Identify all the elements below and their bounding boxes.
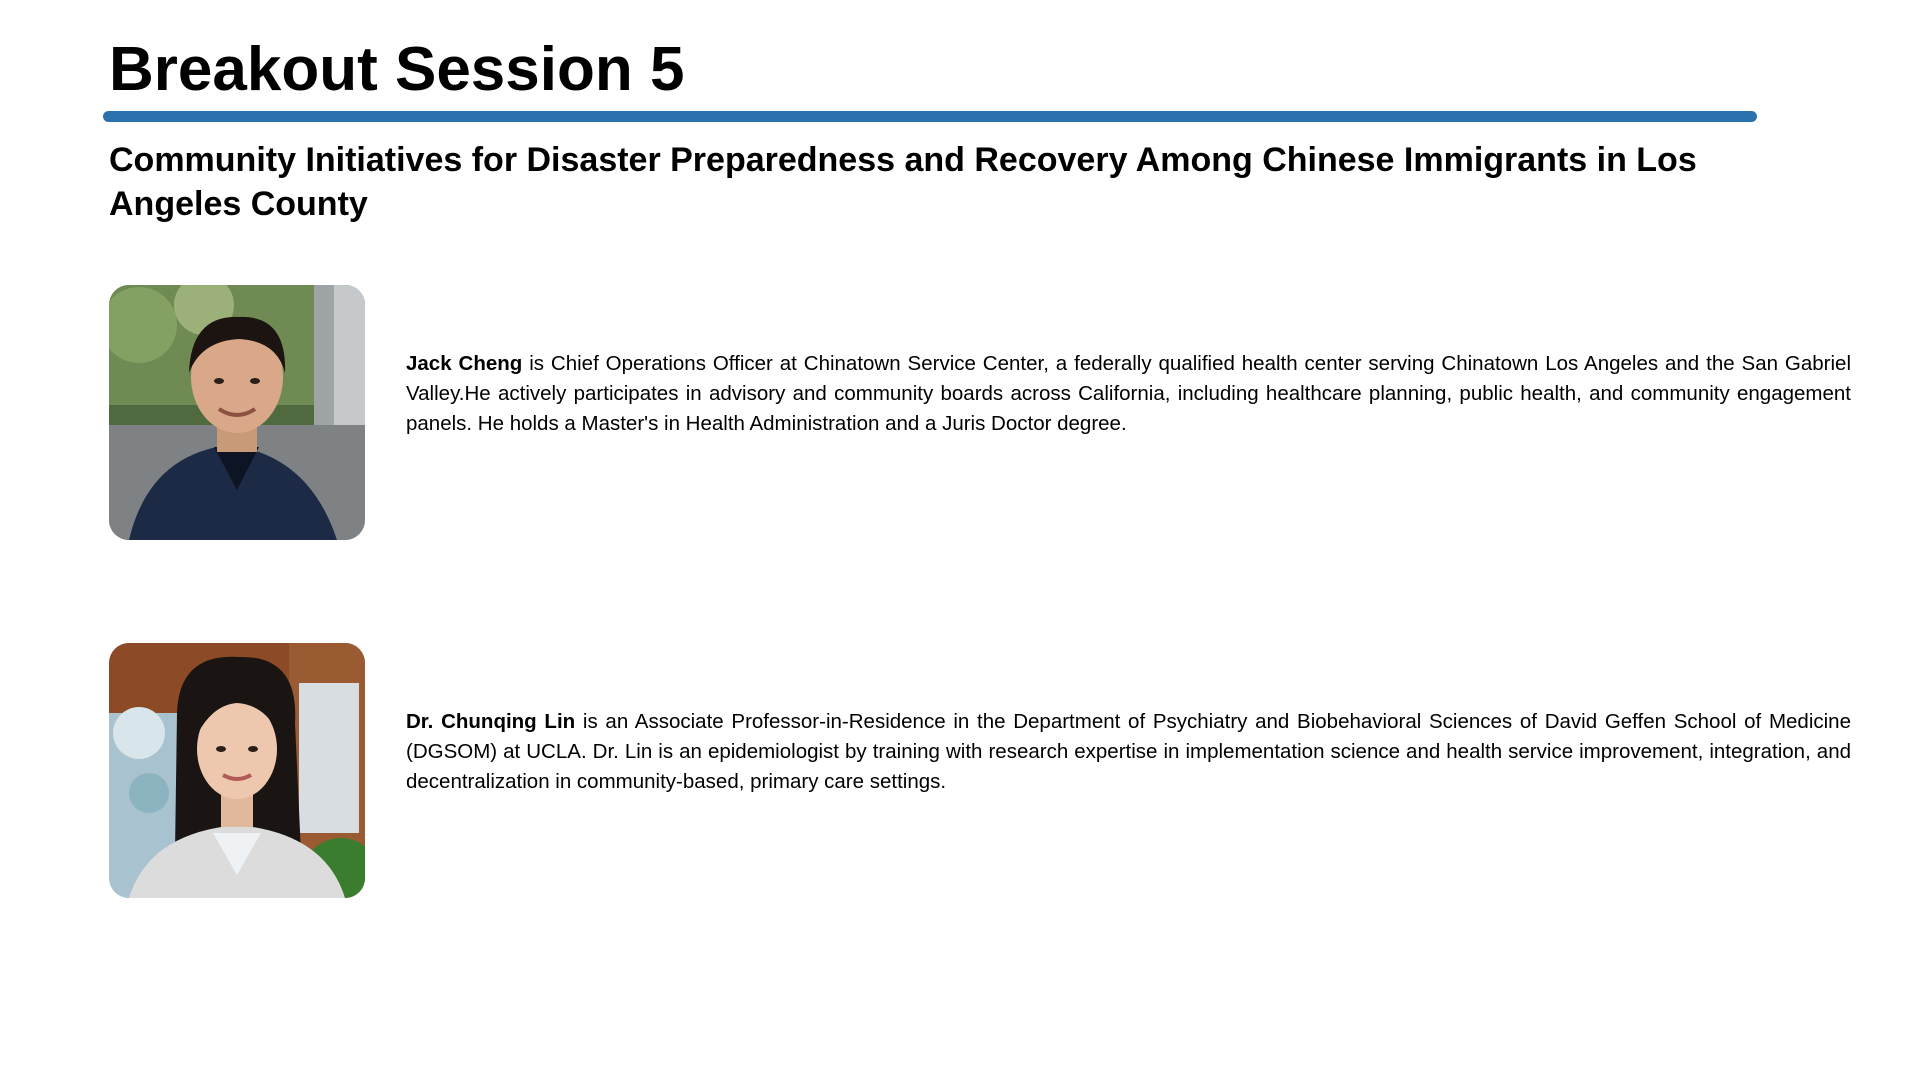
session-subtitle: Community Initiatives for Disaster Preparedness and Recovery Among Chinese Immigrants in Los Angeles County bbox=[109, 141, 1697, 223]
speaker-bio-text: is an Associate Professor-in-Residence in the Department of Psychiatry and Biobehavioral Sciences of David Geffen School of Medicine (DGSOM) at UCLA. Dr. Lin is an epidemiologist by training with research expertise in implementation science and health service improvement, integration, and decentralization in community-based, primary care settings. bbox=[406, 710, 1851, 793]
speaker-bio-text: is Chief Operations Officer at Chinatown Service Center, a federally qualified health center serving Chinatown Los Angeles and the San Gabriel Valley.He actively participates in advisory and community boards across California, including healthcare planning, public health, and community engagement panels. He holds a Master's in Health Administration and a Juris Doctor degree. bbox=[406, 352, 1851, 435]
speaker-bio-jack-cheng bbox=[406, 349, 1851, 439]
speaker-name-chunqing-lin: Dr. Chunqing Lin bbox=[406, 710, 576, 733]
speaker-bio-chunqing-lin bbox=[406, 707, 1851, 797]
portrait-man-image bbox=[109, 285, 365, 540]
speaker-photo-jack-cheng bbox=[109, 285, 365, 540]
speaker-photo-chunqing-lin bbox=[109, 643, 365, 898]
speaker-name-jack-cheng: Jack Cheng bbox=[406, 352, 523, 375]
speaker-card-jack-cheng bbox=[109, 285, 1859, 541]
speaker-card-chunqing-lin bbox=[109, 643, 1859, 899]
portrait-woman-image bbox=[109, 643, 365, 898]
slide-title: Breakout Session 5 bbox=[109, 35, 685, 104]
title-underline bbox=[103, 111, 1757, 122]
